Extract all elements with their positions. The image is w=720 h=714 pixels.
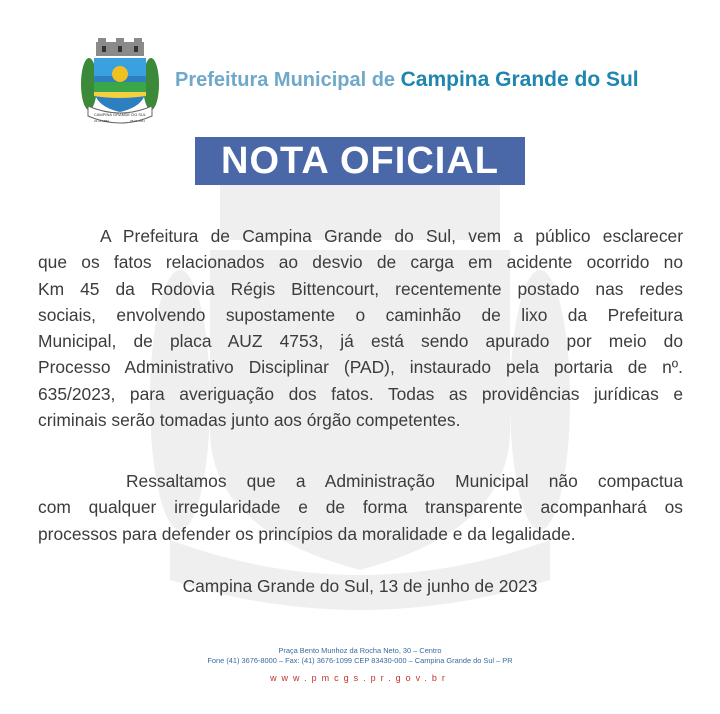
paragraph-line: Municipal, de placa AUZ 4753, já está sendo apurado por meio do: [38, 331, 683, 352]
date-line: Campina Grande do Sul, 13 de junho de 2023: [182, 576, 538, 596]
paragraph-line: criminais serão tomadas junto aos órgão competentes.: [38, 410, 461, 431]
paragraph-line: Processo Administrativo Disciplinar (PAD), instaurado pela portaria de nº.: [38, 357, 683, 378]
paragraph-line: A Prefeitura de Campina Grande do Sul, vem a público esclarecer: [100, 226, 683, 246]
header: [80, 38, 680, 128]
footer: [0, 646, 720, 666]
header-title-prefix: Prefeitura Municipal de: [175, 69, 401, 91]
header-title: [175, 68, 639, 92]
paragraph-line: que os fatos relacionados ao desvio de carga em acidente ocorrido no: [38, 252, 683, 273]
svg-text:22.11.1883: 22.11.1883: [94, 119, 109, 123]
paragraph-line: processos para defender os princípios da moralidade e da legalidade.: [38, 523, 576, 544]
paragraph-line: com qualquer irregularidade e de forma transparente acompanhará os: [38, 497, 683, 518]
website-link[interactable]: www.pmcgs.pr.gov.br: [270, 673, 450, 683]
paragraph-line: Ressaltamos que a Administração Municipal não compactua: [126, 471, 683, 491]
svg-text:28.01.1951: 28.01.1951: [130, 119, 146, 123]
header-title-city: Campina Grande do Sul: [400, 68, 639, 91]
paragraph-line: Km 45 da Rodovia Régis Bittencourt, recentemente postado nas redes: [38, 278, 683, 299]
city-crest-logo: [80, 38, 160, 124]
svg-text:CAMPINA GRANDE DO SUL: CAMPINA GRANDE DO SUL: [93, 112, 147, 117]
footer-address: Praça Bento Munhoz da Rocha Neto, 30 – Centro: [278, 646, 442, 655]
paragraph-line: sociais, envolvendo supostamente o caminhão de lixo da Prefeitura: [38, 304, 683, 325]
paragraph-2: [38, 468, 683, 547]
paragraph-line: 635/2023, para averiguação dos fatos. Todas as providências jurídicas e: [38, 383, 683, 404]
footer-contact: Fone (41) 3676-8000 – Fax: (41) 3676-1099 CEP 83430-000 – Campina Grande do Sul – PR: [207, 656, 513, 665]
page-title: NOTA OFICIAL: [195, 137, 525, 185]
paragraph-1: [38, 223, 683, 433]
